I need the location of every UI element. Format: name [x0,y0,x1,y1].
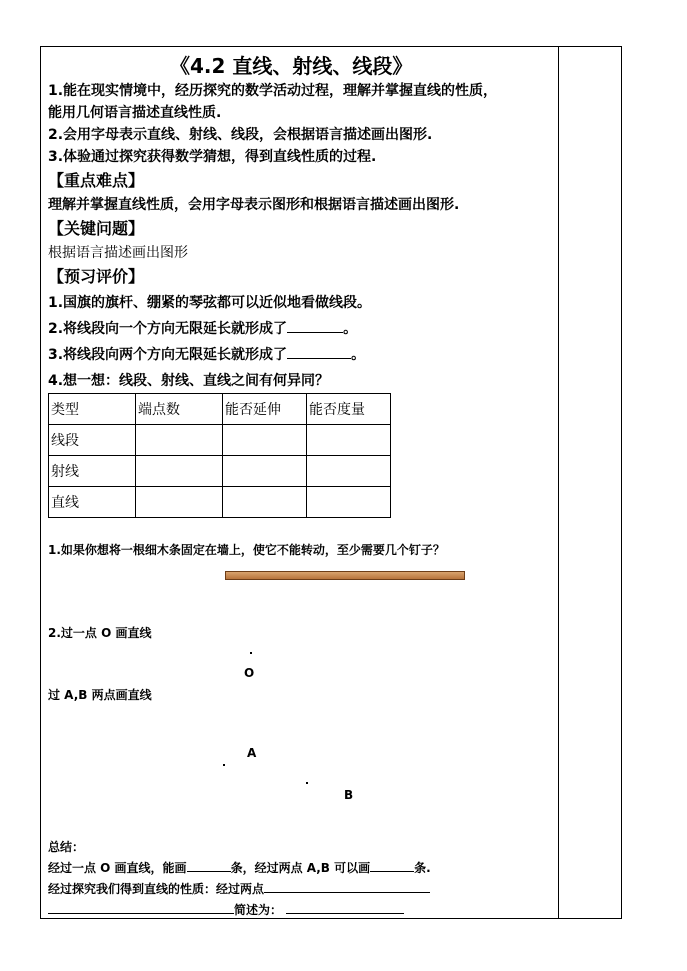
point-a-label: A [247,746,257,760]
column-divider [558,46,559,918]
table-header-extend: 能否延伸 [223,394,307,425]
preview-q4: 4.想一想：线段、射线、直线之间有何异同？ [48,373,330,389]
objective-2: 2.会用字母表示直线、射线、线段，会根据语言描述画出图形. [48,127,433,143]
preview-q1: 1.国旗的旗杆、绷紧的琴弦都可以近似地看做线段。 [48,295,372,311]
table-header-endpoints: 端点数 [136,394,223,425]
key-heading: 【重点难点】 [48,171,145,190]
summary-line-2-text: 经过探究我们得到直线的性质：经过两点 [48,882,265,896]
summary-line-1-b: 条，经过两点 A,B 可以画 [230,861,371,875]
point-o-label: O [244,666,255,680]
table-cell[interactable] [223,425,307,456]
preview-q3-end: 。 [351,347,366,363]
table-header-type: 类型 [49,394,136,425]
wooden-stick-image [225,571,465,580]
table-header-row [49,394,391,425]
table-row [49,425,391,456]
comparison-table [48,393,391,518]
summary-blank-4[interactable] [48,901,234,914]
table-cell[interactable] [307,456,391,487]
table-cell[interactable] [136,487,223,518]
summary-blank-1[interactable] [187,859,231,872]
preview-q2-blank[interactable] [287,318,343,333]
objective-1: 1.能在现实情境中，经历探究的数学活动过程，理解并掌握直线的性质， [48,83,498,99]
preview-q2 [48,318,357,338]
page-title: 《4.2 直线、射线、线段》 [170,54,413,78]
point-a-dot [223,764,225,766]
key-text: 理解并掌握直线性质，会用字母表示图形和根据语言描述画出图形. [48,197,460,213]
activity-q2: 2.过一点 O 画直线 [48,626,152,640]
summary-line-1-a: 经过一点 O 画直线，能画 [48,861,187,875]
objective-1-cont: 能用几何语言描述直线性质. [48,105,222,121]
table-cell[interactable] [136,456,223,487]
activity-q1: 1.如果你想将一根细木条固定在墙上，使它不能转动，至少需要几个钉子？ [48,543,445,557]
preview-q3-text: 3.将线段向两个方向无限延长就形成了 [48,347,288,363]
preview-q3 [48,344,365,364]
preview-q2-end: 。 [343,321,358,337]
table-cell[interactable] [223,456,307,487]
summary-line-1 [48,859,431,876]
activity-q3: 过 A,B 两点画直线 [48,688,152,702]
summary-line-2 [48,880,430,897]
table-row [49,487,391,518]
table-cell[interactable] [307,425,391,456]
table-cell[interactable] [136,425,223,456]
table-row-label: 线段 [49,425,136,456]
point-b-dot [306,782,308,784]
summary-blank-5[interactable] [286,901,404,914]
preview-heading: 【预习评价】 [48,267,145,286]
point-o-dot [250,652,252,654]
summary-line-3-text: 简述为： [234,903,283,917]
table-cell[interactable] [307,487,391,518]
question-heading: 【关键问题】 [48,219,145,238]
summary-line-3 [48,901,404,918]
table-cell[interactable] [223,487,307,518]
table-row-label: 直线 [49,487,136,518]
summary-blank-3[interactable] [264,880,430,893]
preview-q3-blank[interactable] [287,344,351,359]
preview-q2-text: 2.将线段向一个方向无限延长就形成了 [48,321,288,337]
point-b-label: B [344,788,354,802]
objective-3: 3.体验通过探究获得数学猜想，得到直线性质的过程. [48,149,377,165]
question-text: 根据语言描述画出图形 [48,245,188,261]
table-row [49,456,391,487]
table-header-measure: 能否度量 [307,394,391,425]
summary-label: 总结： [48,840,85,854]
table-row-label: 射线 [49,456,136,487]
summary-blank-2[interactable] [370,859,414,872]
summary-line-1-c: 条. [414,861,431,875]
